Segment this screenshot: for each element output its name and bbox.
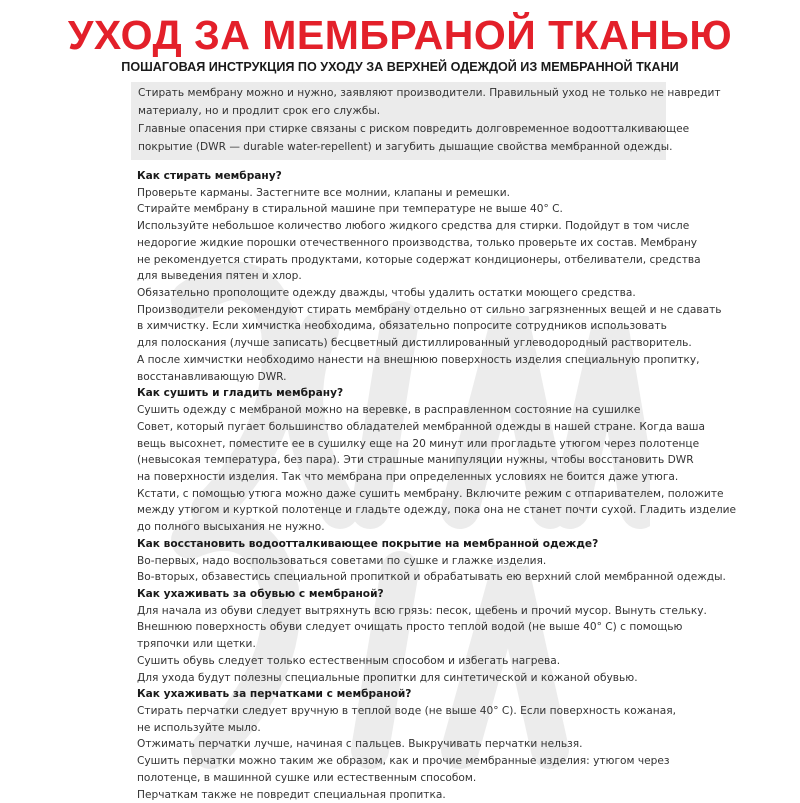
section-line: Обязательно прополощите одежду дважды, чтобы удалить остатки моющего средства. bbox=[137, 287, 636, 300]
section-line: Отжимать перчатки лучше, начиная с пальцев. Выкручивать перчатки нельзя. bbox=[137, 738, 583, 751]
section-heading: Как ухаживать за перчатками с мембраной? bbox=[137, 688, 412, 701]
section-heading: Как восстановить водоотталкивающее покрытие на мембранной одежде? bbox=[137, 537, 599, 550]
section-line: (невысокая температура, без пара). Эти страшные манипуляции нужны, чтобы восстановить DWR bbox=[137, 454, 694, 467]
section-line: в химчистку. Если химчистка необходима, обязательно попросите сотрудников использовать bbox=[137, 320, 667, 333]
page-title: УХОД ЗА МЕМБРАНОЙ ТКАНЬЮ bbox=[67, 12, 733, 58]
intro-line: покрытие (DWR — durable water-repellent) и загубить дышащие свойства мембранной одежды. bbox=[138, 141, 673, 153]
section-line: не рекомендуется стирать продуктами, которые содержат кондиционеры, отбеливатели, средства bbox=[137, 253, 701, 266]
page-subtitle: ПОШАГОВАЯ ИНСТРУКЦИЯ ПО УХОДУ ЗА ВЕРХНЕЙ ОДЕЖДОЙ ИЗ МЕМБРАННОЙ ТКАНИ bbox=[121, 60, 679, 74]
intro-line: Главные опасения при стирке связаны с риском повредить долговременное водоотталкивающее bbox=[138, 123, 690, 135]
section-line: Сушить обувь следует только естественным способом и избегать нагрева. bbox=[137, 654, 561, 667]
section-line: восстанавливающую DWR. bbox=[137, 370, 287, 383]
section-line: Во-первых, надо воспользоваться советами по сушке и глажке изделия. bbox=[137, 554, 547, 567]
section-line: Совет, который пугает большинство обладателей мембранной одежды в нашей стране. Когда ваша bbox=[137, 420, 705, 433]
section-line: Сушить одежду с мембраной можно на веревке, в расправленном состояние на сушилке bbox=[137, 404, 641, 417]
section-line: Для ухода будут полезны специальные пропитки для синтетической и кожаной обувью. bbox=[137, 671, 638, 684]
section-line: до полного высыхания не нужно. bbox=[137, 521, 325, 534]
section-line: недорогие жидкие порошки отечественного производства, только проверьте их состав. Мембрану bbox=[137, 236, 698, 249]
section-line: Для начала из обуви следует вытряхнуть всю грязь: песок, щебень и прочий мусор. Вынуть стельку. bbox=[137, 604, 707, 617]
section-line: для выведения пятен и хлор. bbox=[137, 270, 302, 283]
section-line: полотенце, в машинной сушке или естественным способом. bbox=[137, 771, 477, 784]
section-line: не используйте мыло. bbox=[137, 721, 261, 734]
section-line: Внешнюю поверхность обуви следует очищать просто теплой водой (не выше 40° С) с помощью bbox=[137, 621, 683, 634]
section-line: тряпочки или щетки. bbox=[137, 638, 256, 651]
intro-line: материалу, но и продлит срок его службы. bbox=[138, 105, 381, 117]
section-line: Кстати, с помощью утюга можно даже сушить мембрану. Включите режим с отпаривателем, положите bbox=[137, 487, 724, 500]
section-line: на поверхности изделия. Так что мембрана при определенных условиях не боится даже утюга. bbox=[137, 470, 679, 483]
section-line: Стирайте мембрану в стиральной машине при температуре не выше 40° С. bbox=[137, 203, 563, 216]
section-line: Стирать перчатки следует вручную в теплой воде (не выше 40° С). Если поверхность кожаная, bbox=[137, 705, 676, 717]
section-line: между утюгом и курткой полотенце и гладьте одежду, пока она не станет почти сухой. Гладить изделие bbox=[137, 504, 737, 517]
intro-line: Стирать мембрану можно и нужно, заявляют производители. Правильный уход не только не навредит bbox=[138, 87, 721, 99]
section-line: для полоскания (лучше записать) бесцветный дистиллированный углеводородный растворитель. bbox=[137, 337, 692, 350]
instructions-body bbox=[137, 168, 737, 803]
section-line: Во-вторых, обзавестись специальной пропиткой и обрабатывать ею верхний слой мембранной одежды. bbox=[137, 571, 726, 584]
section-line: А после химчистки необходимо нанести на внешнюю поверхность изделия специальную пропитку, bbox=[137, 353, 700, 366]
section-heading: Как стирать мембрану? bbox=[137, 170, 282, 182]
section-line: Используйте небольшое количество любого жидкого средства для стирки. Подойдут в том числе bbox=[137, 220, 690, 233]
section-line: вещь высохнет, поместите ее в сушилку еще на 20 минут или прогладьте утюгом через полотенце bbox=[137, 437, 700, 450]
section-line: Перчаткам также не повредит специальная пропитка. bbox=[137, 788, 446, 801]
section-line: Производители рекомендуют стирать мембрану отдельно от сильно загрязненных вещей и не сдавать bbox=[137, 303, 722, 316]
section-heading: Как сушить и гладить мембрану? bbox=[137, 387, 344, 400]
section-heading: Как ухаживать за обувью с мембраной? bbox=[137, 587, 384, 600]
intro-box bbox=[131, 82, 721, 160]
section-line: Проверьте карманы. Застегните все молнии, клапаны и ремешки. bbox=[137, 186, 511, 199]
section-line: Сушить перчатки можно таким же образом, как и прочие мембранные изделия: утюгом через bbox=[137, 755, 670, 768]
